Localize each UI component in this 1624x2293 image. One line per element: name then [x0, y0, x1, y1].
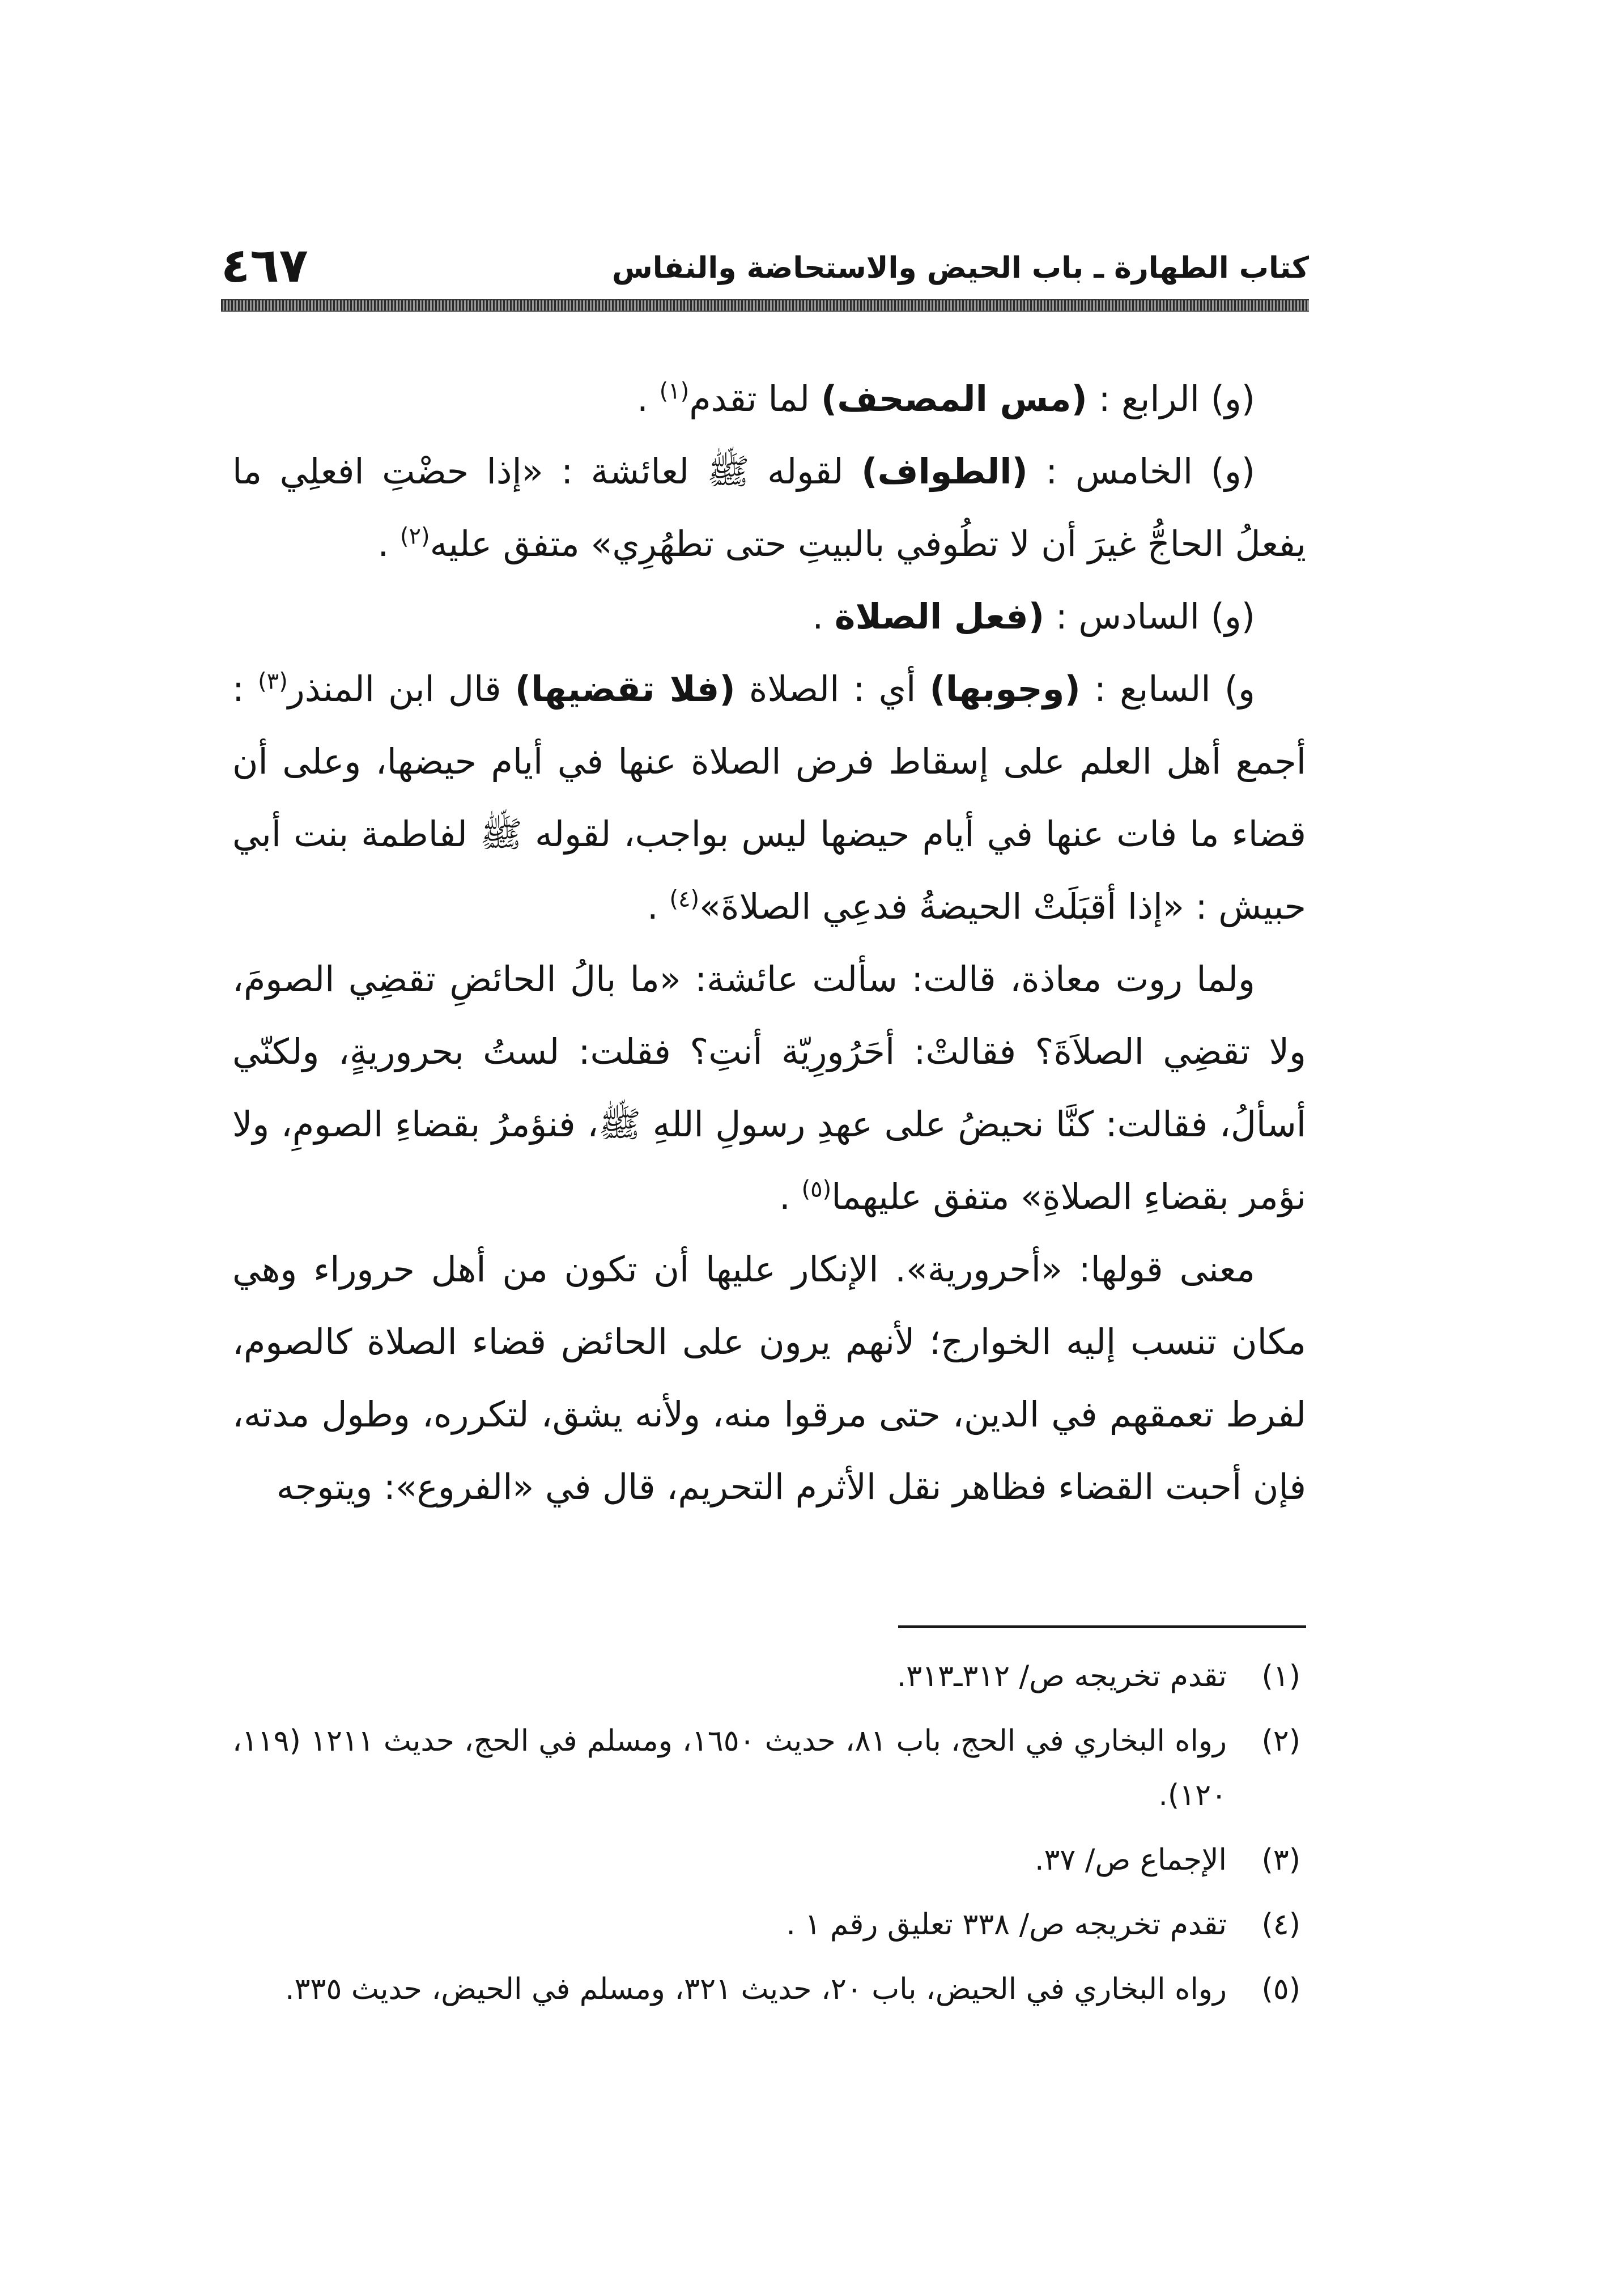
footnote-item — [232, 1833, 1306, 1887]
paragraph-text: معنى قولها: «أحرورية». الإنكار عليها أن تكون من أهل حروراء وهي مكان تنسب إليه الخوارج؛ لأنهم يرون على الحائض قضاء الصلاة كالصوم، لفرط تعمقهم في الدين، حتى مرقوا منه، ولأنه يشق، لتكرره، وطول مدته، فإن أحبت القضاء فظاهر نقل الأثرم التحريم، قال في «الفروع»: ويتوجه — [232, 1249, 1306, 1508]
paragraph-end: . — [647, 886, 670, 927]
paragraph-text: أي : الصلاة — [735, 668, 930, 710]
footnote-item — [232, 1897, 1306, 1952]
paragraph-text: قال ابن المنذر — [287, 668, 515, 710]
footnote-number: (٥) — [1261, 1972, 1300, 2006]
footnote-number: (٤) — [1261, 1908, 1300, 1942]
paragraph-end: . — [812, 596, 835, 637]
footnote-item — [232, 1714, 1306, 1823]
paragraph-meaning — [232, 1233, 1306, 1523]
footnote-marker: (١) — [659, 378, 690, 405]
running-title: كتاب الطهارة ـ باب الحيض والاستحاضة والنفاس — [611, 251, 1309, 285]
footnote-marker: (٤) — [669, 886, 700, 912]
paragraph-prefix: (و) الرابع : — [1087, 378, 1255, 419]
paragraph-text: ولما روت معاذة، قالت: سألت عائشة: «ما بالُ الحائضِ تقضِي الصومَ، ولا تقضِي الصلاَةَ؟ فقالتْ: أحَرُورِيّة أنتِ؟ فقلت: لستُ بحروريةٍ، ولكنّي أسألُ، فقالت: كنَّا نحيضُ على عهدِ رسولِ اللهِ ﷺ، فنؤمرُ بقضاءِ الصومِ، ولا نؤمر بقضاءِ الصلاةِ» متفق عليهما — [232, 958, 1306, 1217]
main-text — [232, 363, 1306, 1523]
paragraph-text: : أجمع أهل العلم على إسقاط فرض الصلاة عنها في أيام حيضها، وعلى أن قضاء ما فات عنها في أيام حيضها ليس بواجب، لقوله ﷺ لفاطمة بنت أبي حبيش : «إذا أقبَلَتْ الحيضةُ فدعِي الصلاةَ» — [232, 668, 1306, 927]
footnote-number: (١) — [1261, 1659, 1300, 1693]
footnote-item — [232, 1962, 1306, 2016]
footnote-text: رواه البخاري في الحج، باب ٨١، حديث ١٦٥٠، ومسلم في الحج، حديث ١٢١١ (١١٩، ١٢٠). — [232, 1724, 1227, 1812]
keyword: (مس المصحف) — [820, 378, 1087, 419]
paragraph-end: . — [377, 523, 400, 564]
page-number: ٤٦٧ — [221, 237, 308, 293]
footnote-text: تقدم تخريجه ص/ ٣١٢ـ٣١٣. — [896, 1659, 1227, 1693]
paragraph-fourth — [232, 363, 1306, 435]
paragraph-prefix: (و) السادس : — [1044, 596, 1255, 637]
paragraph-text: لقوله ﷺ لعائشة : «إذا حضْتِ افعلِي ما يفعلُ الحاجُّ غيرَ أن لا تطُوفي بالبيتِ حتى تطهُرِي» متفق عليه — [232, 451, 1306, 564]
keyword: (الطواف) — [861, 451, 1028, 492]
paragraph-prefix: (و) الخامس : — [1027, 451, 1255, 492]
paragraph-text: لما تقدم — [689, 378, 821, 419]
paragraph-end: . — [779, 1176, 802, 1217]
footnote-text: تقدم تخريجه ص/ ٣٣٨ تعليق رقم ١ . — [786, 1908, 1227, 1942]
header-divider — [221, 299, 1309, 312]
paragraph-seventh — [232, 653, 1306, 943]
footnote-item — [232, 1649, 1306, 1704]
keyword: (وجوبها) — [929, 668, 1081, 710]
footnote-marker: (٥) — [801, 1176, 832, 1203]
footnote-number: (٣) — [1261, 1843, 1300, 1877]
footnote-marker: (٣) — [258, 668, 288, 695]
paragraph-fifth — [232, 435, 1306, 580]
page-header — [221, 237, 1309, 294]
footnote-marker: (٢) — [399, 523, 430, 550]
footnote-text: الإجماع ص/ ٣٧. — [1034, 1843, 1227, 1877]
paragraph-sixth — [232, 580, 1306, 653]
footnote-text: رواه البخاري في الحيض، باب ٢٠، حديث ٣٢١، ومسلم في الحيض، حديث ٣٣٥. — [285, 1972, 1227, 2006]
footnote-divider — [898, 1625, 1306, 1628]
footnotes — [232, 1649, 1306, 2027]
keyword: (فلا تقضيها) — [515, 668, 736, 710]
paragraph-prefix: و) السابع : — [1080, 668, 1255, 710]
paragraph-muadha — [232, 943, 1306, 1233]
keyword: (فعل الصلاة — [834, 596, 1045, 637]
footnote-number: (٢) — [1261, 1724, 1300, 1758]
paragraph-end: . — [637, 378, 660, 419]
